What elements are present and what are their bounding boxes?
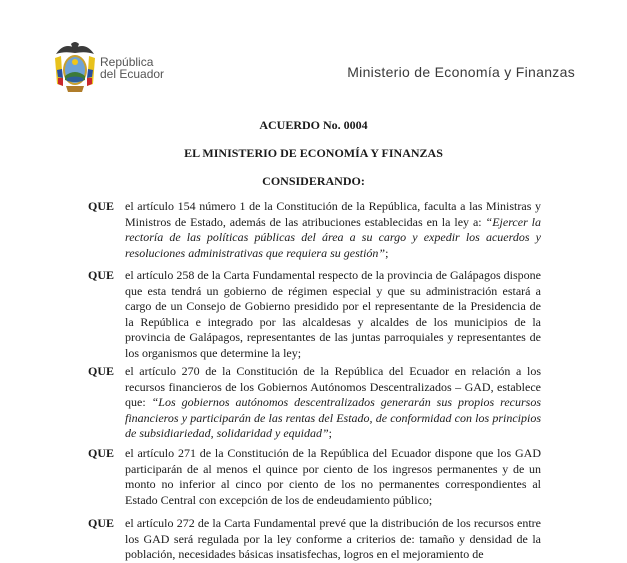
ecuador-coat-of-arms-icon [52, 40, 98, 96]
agreement-title: ACUERDO No. 0004 [259, 118, 368, 132]
clause-text: el artículo 270 de la Constitución de la República del Ecuador en relación a los recursos financieros de los Gobiernos Autónomos Descentralizados – GAD, establece que: “Los gobiernos autónomos descentralizados generarán sus propios recursos financieros y participarán de las rentas del Estado, de conformidad con los principios de subsidiariedad, solidaridad y equidad”; [125, 364, 541, 440]
clause-keyword: QUE [88, 364, 115, 378]
clause-text: el artículo 258 de la Carta Fundamental respecto de la provincia de Galápagos dispone que esta tendrá un gobierno de régimen especial y que su administración estará a cargo de un Consejo de Gobierno presidido por el representante de la Presidencia de la República e integrado por las alcaldesas y alcaldes de los municipios de la provincia de Galápagos, representantes de las juntas parroquiales y representantes de los organismos que determine la ley; [125, 268, 541, 360]
clause-keyword: QUE [88, 446, 115, 460]
ministry-name: Ministerio de Economía y Finanzas [347, 64, 575, 80]
clause-text: el artículo 154 número 1 de la Constitución de la República, faculta a las Ministras y Ministros de Estado, además de las atribuciones establecidas en la ley a: “Ejercer la rectoría de las políticas públicas del área a su cargo y expedir los acuerdos y resoluciones administrativas que requiera su gestión”; [125, 199, 542, 260]
clause-keyword: QUE [88, 199, 115, 213]
clause-quote: “Los gobiernos autónomos descentralizados generarán sus propios recursos financieros y participarán de las rentas del Estado, de conformidad con los principios de subsidiariedad, solidaridad y equidad” [125, 395, 541, 440]
authority-heading: EL MINISTERIO DE ECONOMÍA Y FINANZAS [184, 146, 443, 160]
logo-text-line-1: República [100, 55, 154, 69]
considering-heading: CONSIDERANDO: [262, 174, 365, 188]
logo-text-line-2: del Ecuador [100, 67, 165, 81]
clause-text: el artículo 272 de la Carta Fundamental prevé que la distribución de los recursos entre los GAD será regulada por la ley conforme a criterios de: tamaño y densidad de la población, necesidades básicas insatisfechas, logros en el mejoramiento de [125, 516, 541, 561]
clause-keyword: QUE [88, 516, 115, 530]
clause-text: el artículo 271 de la Constitución de la República del Ecuador dispone que los GAD participarán de al menos el quince por ciento de los ingresos permanentes y de un monto no inferior al cinco por ciento de los no permanentes correspondientes al Estado Central con excepción de los de endeudamiento público; [125, 446, 541, 507]
clause-keyword: QUE [88, 268, 115, 282]
republica-del-ecuador-logo-text [100, 56, 164, 80]
document-header [0, 0, 627, 110]
clause-quote: “Ejercer la rectoría de las políticas públicas del área a su cargo y expedir los acuerdos y resoluciones administrativas que requiera su gestión” [125, 214, 542, 260]
